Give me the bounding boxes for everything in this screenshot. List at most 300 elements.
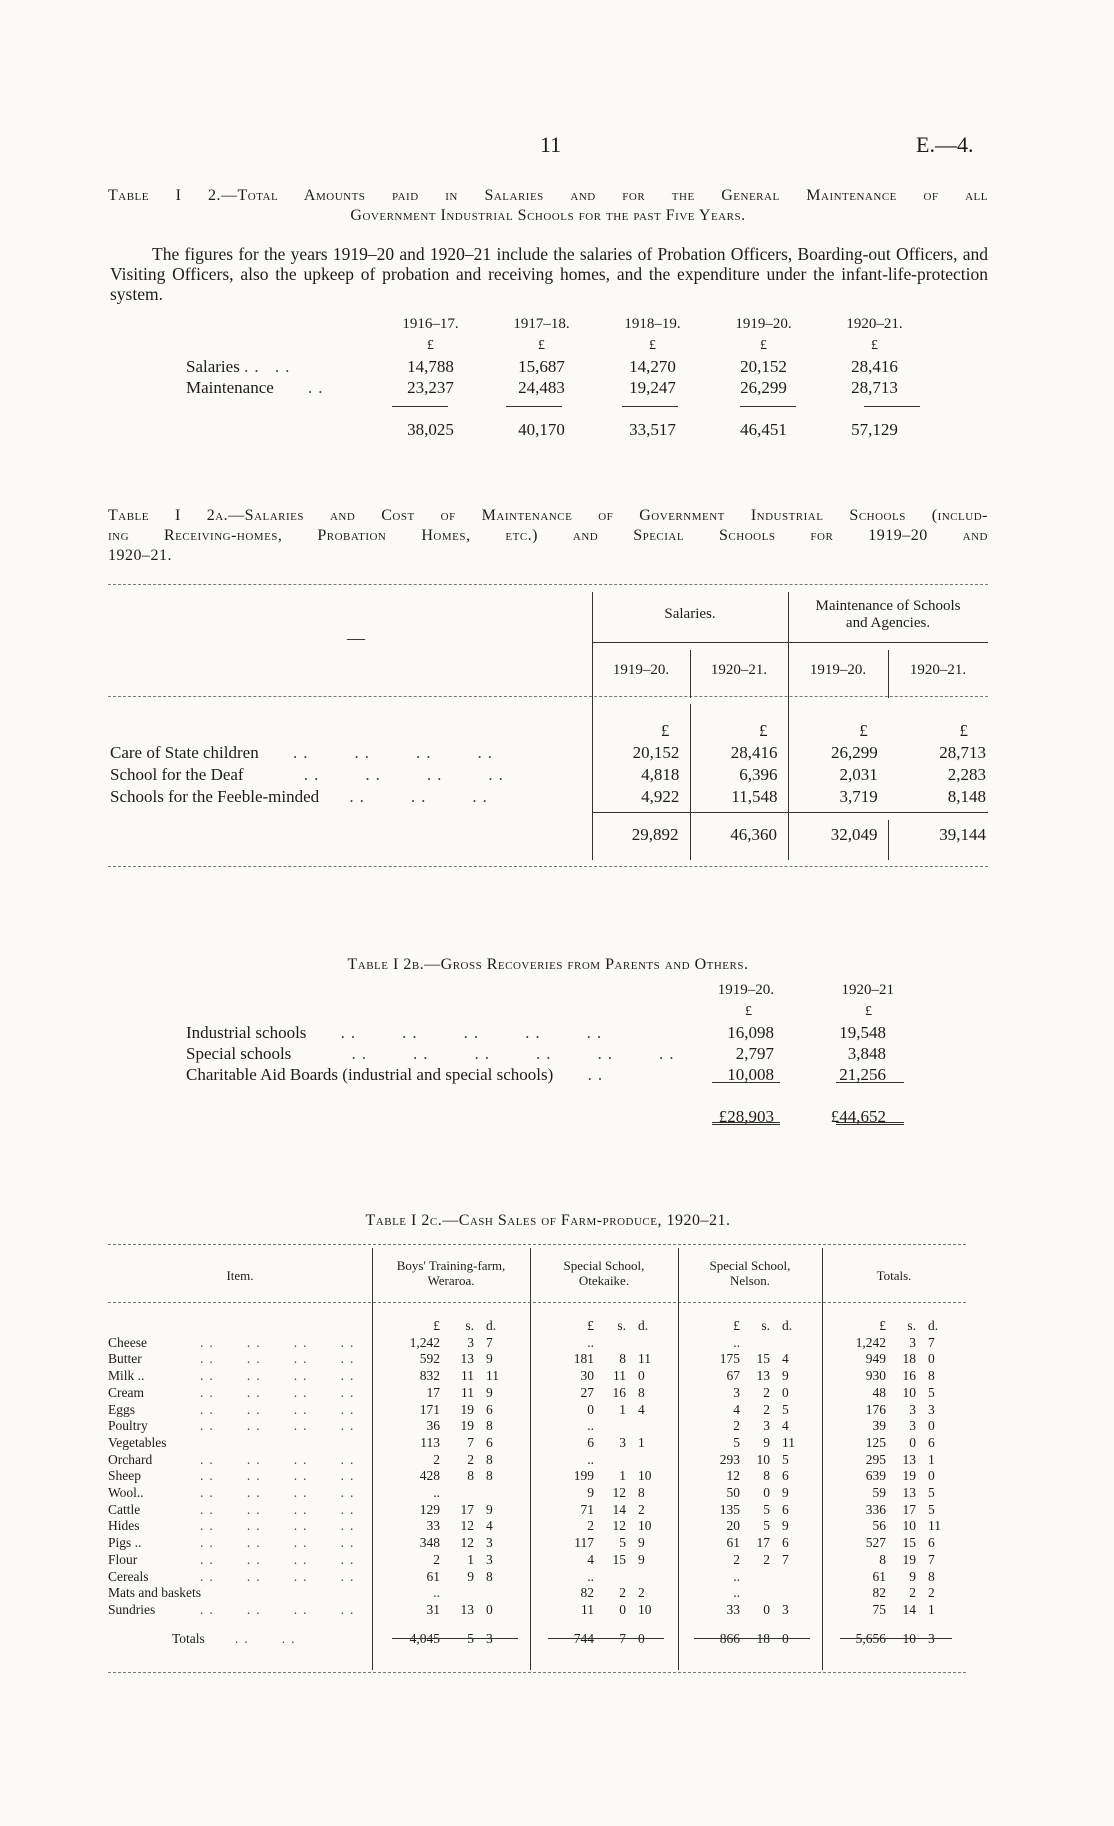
item-label: Orchard: [108, 1451, 153, 1467]
amount-pounds: 135: [719, 1501, 740, 1517]
table-i2c-title: Table I 2c.—Cash Sales of Farm-produce, 1920–21.: [365, 1212, 731, 1229]
amount-pounds: 129: [419, 1501, 440, 1517]
amount-pounds: 295: [865, 1451, 886, 1467]
table-cell: 3,719: [839, 787, 878, 806]
total-rule: [548, 1638, 664, 1639]
header-item: Item.: [226, 1268, 254, 1283]
amount-shillings: 14: [902, 1601, 916, 1617]
currency-symbol: £: [745, 1003, 752, 1019]
table-cell: 15,687: [518, 356, 565, 376]
amount-shillings: 1: [467, 1551, 474, 1567]
amount-shillings: 13: [756, 1368, 770, 1384]
amount-shillings: 3: [763, 1418, 770, 1434]
total-pounds: 4,045: [409, 1630, 440, 1646]
item-cell: Poultry .. .. .. ..: [108, 1418, 360, 1434]
total-pounds: 5,656: [855, 1630, 886, 1646]
year-header: 1916–17.: [402, 316, 459, 332]
amount-pence: 8: [486, 1468, 493, 1484]
unit-shillings: s.: [617, 1318, 626, 1333]
year-header: 1919–20.: [735, 316, 792, 332]
amount-pounds: 5: [733, 1434, 740, 1450]
amount-pounds: ..: [733, 1568, 740, 1584]
unit-pounds: £: [587, 1318, 594, 1333]
amount-pounds: 61: [872, 1568, 886, 1584]
amount-shillings: 11: [461, 1384, 474, 1400]
amount-pence: 5: [928, 1384, 935, 1400]
item-label: Poultry: [108, 1418, 148, 1434]
table-cell: 20,152: [740, 356, 787, 376]
item-cell: Butter .. .. .. ..: [108, 1351, 360, 1367]
amount-pence: 9: [782, 1485, 789, 1501]
amount-shillings: 9: [763, 1434, 770, 1450]
amount-pence: 0: [928, 1418, 935, 1434]
year-header: 1917–18.: [513, 316, 570, 332]
amount-pence: 6: [928, 1535, 935, 1551]
amount-shillings: 18: [902, 1351, 916, 1367]
amount-pence: 8: [486, 1418, 493, 1434]
total-shillings: 7: [619, 1630, 626, 1646]
totals-row: [108, 1631, 966, 1648]
amount-pence: 1: [928, 1601, 935, 1617]
amount-shillings: 17: [756, 1535, 770, 1551]
stub-dash: —: [347, 628, 365, 648]
table-cell: 26,299: [740, 377, 787, 397]
table-bottom-rule: [108, 866, 988, 867]
table-cell: 2,031: [839, 765, 878, 784]
amount-shillings: 10: [902, 1518, 916, 1534]
amount-pence: 4: [782, 1351, 789, 1367]
amount-pounds: 82: [872, 1585, 886, 1601]
amount-shillings: 12: [460, 1535, 474, 1551]
item-cell: Cattle .. .. .. ..: [108, 1501, 360, 1517]
amount-pence: [474, 1585, 530, 1602]
item-label: Butter: [108, 1351, 142, 1367]
item-label: Wool..: [108, 1485, 144, 1501]
table-row: [108, 1351, 966, 1368]
table-i2: [186, 314, 930, 440]
table-i2b: [186, 980, 906, 1127]
table-row: [108, 1535, 966, 1552]
amount-pence: 4: [486, 1518, 493, 1534]
table-cell: 4,818: [641, 765, 680, 784]
total-shillings: 10: [902, 1630, 916, 1646]
table-row: [108, 1368, 966, 1385]
table-row: [108, 1335, 966, 1352]
amount-pence: 0: [638, 1368, 645, 1384]
year-header: 1919–20.: [717, 982, 774, 998]
amount-shillings: 0: [763, 1601, 770, 1617]
row-label: Schools for the Feeble-minded: [110, 787, 320, 806]
total-pence: 0: [638, 1630, 645, 1646]
table-row: [108, 1468, 966, 1485]
table-row: Industrial schools .. .. .. .. .. 16,098 19,548: [186, 1022, 906, 1043]
header-nelson: Special School, Nelson.: [709, 1258, 791, 1288]
amount-shillings: 2: [763, 1551, 770, 1567]
table-i2-totals-row: [186, 419, 930, 440]
table-i2c: [108, 1318, 966, 1647]
item-label: Eggs: [108, 1401, 135, 1417]
total-cell: 29,892: [631, 825, 679, 844]
item-cell: [108, 1435, 372, 1452]
amount-pence: 10: [638, 1468, 652, 1484]
table-cell: 23,237: [407, 377, 454, 397]
amount-pounds: 639: [865, 1468, 886, 1484]
amount-pence: 11: [928, 1518, 941, 1534]
amount-pence: 6: [782, 1501, 789, 1517]
amount-shillings: 14: [612, 1501, 626, 1517]
item-cell: Cereals .. .. .. ..: [108, 1568, 360, 1584]
unit-shillings: s.: [761, 1318, 770, 1333]
amount-shillings: 3: [619, 1434, 626, 1450]
item-label: Sundries: [108, 1601, 156, 1617]
amount-shillings: [740, 1335, 770, 1352]
table-cell: 19,247: [629, 377, 676, 397]
amount-pounds: 50: [726, 1485, 740, 1501]
amount-pence: 9: [638, 1551, 645, 1567]
amount-pounds: 33: [726, 1601, 740, 1617]
amount-pounds: 0: [587, 1401, 594, 1417]
group-header-salaries: Salaries.: [664, 606, 716, 622]
amount-pounds: 832: [419, 1368, 440, 1384]
amount-shillings: 3: [909, 1401, 916, 1417]
amount-shillings: 12: [460, 1518, 474, 1534]
amount-shillings: 3: [467, 1334, 474, 1350]
blank-cell: [108, 1318, 372, 1335]
amount-pence: 6: [486, 1434, 493, 1450]
amount-pence: 9: [486, 1351, 493, 1367]
table-row: [108, 1502, 966, 1519]
amount-pence: 6: [782, 1468, 789, 1484]
year-row: [186, 980, 906, 1001]
item-label: Cattle: [108, 1501, 141, 1517]
currency-symbol: £: [660, 721, 670, 740]
amount-pence: 5: [782, 1401, 789, 1417]
unit-pence: d.: [638, 1318, 649, 1333]
table-row: Charitable Aid Boards (industrial and special schools) .. 10,008 21,256: [186, 1064, 906, 1085]
amount-pence: 7: [928, 1551, 935, 1567]
total-cell: 33,517: [629, 419, 676, 439]
table-cell: 3,848: [847, 1043, 886, 1063]
amount-shillings: 19: [902, 1468, 916, 1484]
amount-shillings: 1: [619, 1468, 626, 1484]
table-row: Salaries .. .. 14,788 15,687 14,270 20,152 28,416: [186, 356, 930, 377]
amount-pounds: 527: [865, 1535, 886, 1551]
amount-pounds: 75: [872, 1601, 886, 1617]
amount-shillings: 0: [763, 1485, 770, 1501]
total-pence: 3: [486, 1630, 493, 1646]
table-row: Care of State children .. .. .. .. 20,152 28,416 26,299 28,713: [110, 742, 990, 764]
table-cell: 28,416: [851, 356, 898, 376]
amount-shillings: 11: [613, 1368, 626, 1384]
item-label: Mats and baskets: [108, 1585, 201, 1601]
amount-pounds: ..: [733, 1334, 740, 1350]
table-row: [108, 1552, 966, 1569]
item-cell: Sheep .. .. .. ..: [108, 1468, 360, 1484]
amount-shillings: 9: [467, 1568, 474, 1584]
total-rule: [840, 1638, 952, 1639]
amount-pence: 0: [486, 1601, 493, 1617]
table-i2-year-row: [186, 314, 930, 335]
amount-shillings: 13: [460, 1601, 474, 1617]
item-label: Vegetables: [108, 1434, 167, 1450]
amount-shillings: 8: [467, 1468, 474, 1484]
amount-pence: 3: [928, 1401, 935, 1417]
amount-pounds: 30: [580, 1368, 594, 1384]
amount-pence: [626, 1418, 678, 1435]
series-reference: E.—4.: [916, 132, 974, 157]
amount-shillings: 0: [619, 1601, 626, 1617]
item-cell: Wool.. .. .. .. ..: [108, 1485, 360, 1501]
row-label: School for the Deaf: [110, 765, 244, 784]
currency-row: [186, 1001, 906, 1022]
row-label: Salaries: [186, 356, 240, 376]
amount-pence: 7: [486, 1334, 493, 1350]
amount-pounds: 2: [433, 1451, 440, 1467]
table-cell: 21,256: [839, 1064, 886, 1084]
amount-pence: 11: [638, 1351, 651, 1367]
year-header: 1918–19.: [624, 316, 681, 332]
total-shillings: 5: [467, 1630, 474, 1646]
table-top-rule: [108, 584, 988, 585]
unit-pence: d.: [782, 1318, 793, 1333]
amount-pence: 9: [782, 1368, 789, 1384]
amount-pence: 3: [486, 1535, 493, 1551]
total-rule: [864, 406, 920, 407]
table-top-rule: [108, 1244, 966, 1245]
total-rule: [622, 406, 678, 407]
year-header: 1919–20.: [612, 662, 670, 678]
amount-pounds: 2: [733, 1551, 740, 1567]
item-label: Flour: [108, 1551, 138, 1567]
amount-shillings: 5: [619, 1535, 626, 1551]
item-label: Hides: [108, 1518, 140, 1534]
amount-shillings: [594, 1452, 626, 1469]
item-label: Pigs ..: [108, 1535, 142, 1551]
header-bottom-rule: [108, 696, 988, 697]
amount-shillings: 2: [619, 1585, 626, 1601]
table-row: [108, 1452, 966, 1469]
table-cell: 26,299: [831, 743, 878, 762]
amount-pounds: 176: [865, 1401, 886, 1417]
amount-pounds: 125: [865, 1434, 886, 1450]
year-header: 1920–21.: [909, 662, 967, 678]
amount-pence: 0: [782, 1384, 789, 1400]
table-cell: 28,713: [851, 377, 898, 397]
amount-pence: 8: [486, 1568, 493, 1584]
amount-shillings: 13: [902, 1485, 916, 1501]
currency-symbol: £: [759, 337, 767, 353]
amount-pounds: 12: [726, 1468, 740, 1484]
amount-pence: [626, 1335, 678, 1352]
currency-symbol: £: [859, 721, 868, 740]
unit-pounds: £: [733, 1318, 740, 1333]
table-row: [108, 1518, 966, 1535]
amount-shillings: 12: [612, 1485, 626, 1501]
total-rule: [392, 1638, 518, 1639]
amount-pounds: 61: [726, 1535, 740, 1551]
amount-shillings: 2: [763, 1384, 770, 1400]
amount-pence: 0: [928, 1468, 935, 1484]
amount-pence: 7: [782, 1551, 789, 1567]
amount-pence: [770, 1585, 822, 1602]
item-label: Cheese: [108, 1334, 147, 1350]
amount-pence: 6: [928, 1434, 935, 1450]
grand-total-rule: [836, 1122, 904, 1125]
amount-shillings: 2: [763, 1401, 770, 1417]
amount-pence: 8: [928, 1368, 935, 1384]
amount-pounds: 56: [872, 1518, 886, 1534]
amount-pounds: 592: [419, 1351, 440, 1367]
table-i2-currency-row: [186, 335, 930, 356]
table-cell: 19,548: [839, 1022, 886, 1042]
table-row: [108, 1402, 966, 1419]
table-cell: 14,788: [407, 356, 454, 376]
total-rule: [836, 1082, 904, 1083]
item-cell: Flour .. .. .. ..: [108, 1551, 360, 1567]
amount-pounds: 428: [419, 1468, 440, 1484]
amount-pence: [770, 1569, 822, 1586]
amount-pounds: 2: [587, 1518, 594, 1534]
amount-shillings: 13: [902, 1451, 916, 1467]
amount-shillings: [740, 1585, 770, 1602]
table-cell: 6,396: [739, 765, 778, 784]
table-cell: 4,922: [641, 787, 680, 806]
amount-pounds: ..: [433, 1485, 440, 1501]
amount-pounds: 171: [419, 1401, 440, 1417]
amount-pence: 8: [638, 1485, 645, 1501]
amount-shillings: 10: [756, 1451, 770, 1467]
table-i2-title: Table I 2.—Total Amounts paid in Salaries and for the General Maintenance of all Government Industrial Schools for the past Five Years.: [108, 187, 988, 224]
table-cell: 2,797: [735, 1043, 774, 1063]
amount-shillings: 19: [902, 1551, 916, 1567]
amount-shillings: [440, 1585, 474, 1602]
unit-shillings: s.: [465, 1318, 474, 1333]
amount-pence: 9: [638, 1535, 645, 1551]
amount-pounds: ..: [433, 1585, 440, 1601]
amount-pounds: 949: [865, 1351, 886, 1367]
amount-shillings: 17: [460, 1501, 474, 1517]
amount-pounds: 293: [719, 1451, 740, 1467]
amount-shillings: [594, 1335, 626, 1352]
amount-shillings: 15: [756, 1351, 770, 1367]
amount-shillings: 13: [460, 1351, 474, 1367]
item-cell: [108, 1585, 372, 1602]
total-rule: [740, 406, 796, 407]
currency-symbol: £: [759, 721, 768, 740]
amount-pence: 5: [928, 1485, 935, 1501]
amount-pounds: 36: [426, 1418, 440, 1434]
page-number: 11: [540, 132, 562, 157]
table-cell: 11,548: [731, 787, 778, 806]
amount-pence: [474, 1485, 530, 1502]
amount-pence: 11: [782, 1434, 795, 1450]
unit-shillings: s.: [907, 1318, 916, 1333]
table-cell: 20,152: [632, 743, 680, 762]
amount-shillings: 5: [763, 1501, 770, 1517]
amount-pounds: 1,242: [409, 1334, 440, 1350]
amount-shillings: 5: [763, 1518, 770, 1534]
row-label: Special schools: [186, 1043, 292, 1063]
table-cell: 28,713: [939, 743, 986, 762]
amount-pence: 6: [486, 1401, 493, 1417]
amount-pounds: 181: [573, 1351, 594, 1367]
amount-pounds: 2: [433, 1551, 440, 1567]
amount-pence: 1: [638, 1434, 645, 1450]
amount-shillings: [740, 1569, 770, 1586]
amount-pounds: 20: [726, 1518, 740, 1534]
amount-pounds: 61: [426, 1568, 440, 1584]
item-cell: Cheese .. .. .. ..: [108, 1334, 360, 1350]
amount-pence: 10: [638, 1518, 652, 1534]
amount-pounds: 59: [872, 1485, 886, 1501]
amount-pounds: 336: [865, 1501, 886, 1517]
amount-shillings: 7: [467, 1434, 474, 1450]
total-cell: 46,451: [740, 419, 787, 439]
header-weraroa: Boys' Training-farm, Weraroa.: [396, 1258, 506, 1288]
total-cell: 57,129: [851, 419, 898, 439]
amount-shillings: 19: [460, 1401, 474, 1417]
amount-pounds: 4: [733, 1401, 740, 1417]
table-i2a-totals-row: [592, 824, 990, 846]
amount-pence: 4: [782, 1418, 789, 1434]
total-cell: 39,144: [939, 825, 986, 844]
amount-shillings: 19: [460, 1418, 474, 1434]
item-cell: Sundries .. .. .. ..: [108, 1601, 360, 1617]
amount-shillings: 15: [902, 1535, 916, 1551]
total-rule: [712, 1082, 780, 1083]
table-row: [108, 1418, 966, 1435]
total-cell: £44,652: [830, 1106, 886, 1126]
amount-pounds: 9: [587, 1485, 594, 1501]
amount-pounds: 27: [580, 1384, 594, 1400]
item-label: Sheep: [108, 1468, 141, 1484]
amount-pence: 4: [638, 1401, 645, 1417]
year-header: 1919–20.: [809, 662, 867, 678]
table-row: [108, 1385, 966, 1402]
amount-pence: 8: [638, 1384, 645, 1400]
amount-shillings: 8: [763, 1468, 770, 1484]
amount-pounds: 82: [580, 1585, 594, 1601]
amount-pounds: ..: [587, 1451, 594, 1467]
amount-pounds: 113: [420, 1434, 440, 1450]
amount-pounds: 117: [574, 1535, 594, 1551]
amount-pence: 10: [638, 1601, 652, 1617]
amount-shillings: 16: [612, 1384, 626, 1400]
amount-pounds: 6: [587, 1434, 594, 1450]
amount-pounds: ..: [587, 1418, 594, 1434]
amount-pence: 0: [928, 1351, 935, 1367]
amount-pounds: 48: [872, 1384, 886, 1400]
table-row: [108, 1569, 966, 1586]
amount-shillings: 9: [909, 1568, 916, 1584]
amount-pence: 2: [928, 1585, 935, 1601]
table-i2a-title: Table I 2a.—Salaries and Cost of Maintenance of Government Industrial Schools (includ- ing Receiving-homes, Probation Homes, etc.) and Special Schools for 1919–20 and 1920–21.: [108, 507, 988, 564]
grand-total-rule: [712, 1122, 780, 1125]
amount-shillings: 1: [619, 1401, 626, 1417]
currency-symbol: £: [959, 721, 968, 740]
amount-pounds: 17: [426, 1384, 440, 1400]
total-pounds: 866: [719, 1630, 740, 1646]
currency-symbol: £: [648, 337, 656, 353]
amount-pence: 5: [928, 1501, 935, 1517]
amount-pounds: 3: [733, 1384, 740, 1400]
amount-pounds: ..: [733, 1585, 740, 1601]
item-cell: Pigs .. .. .. .. ..: [108, 1535, 360, 1551]
amount-pence: 9: [782, 1518, 789, 1534]
amount-pence: [626, 1569, 678, 1586]
total-rule: [506, 406, 562, 407]
row-label: Industrial schools: [186, 1022, 307, 1042]
